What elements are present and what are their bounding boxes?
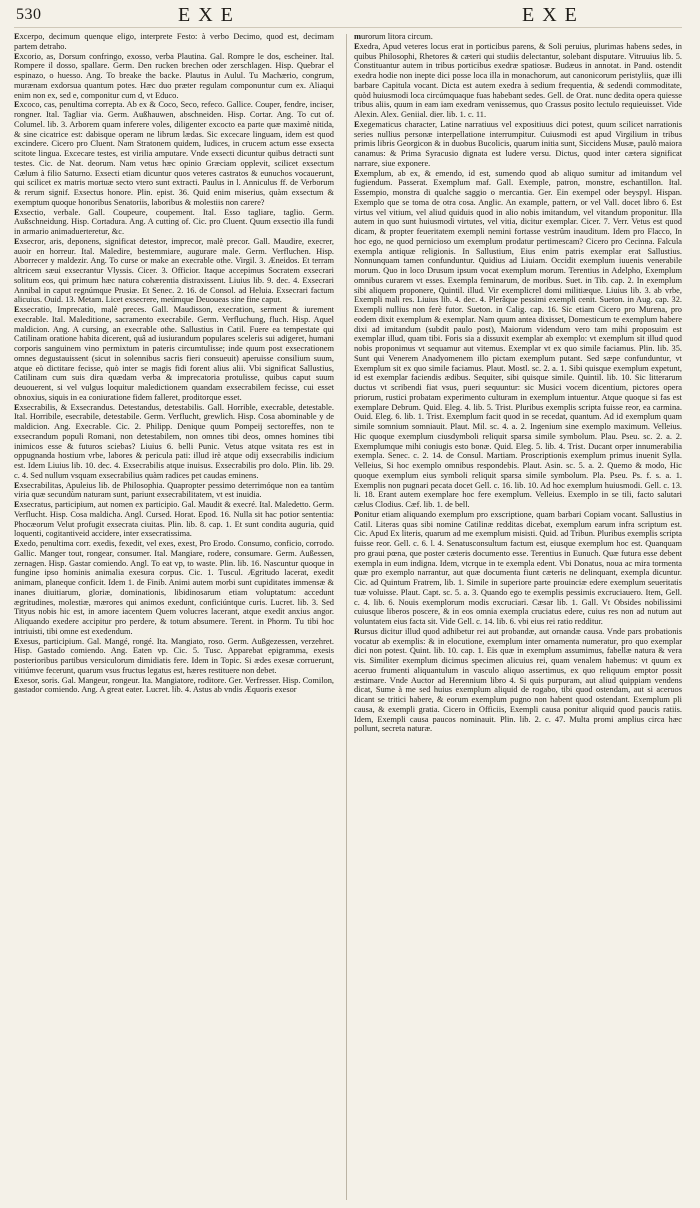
entry-exemplum-copia: Ponitur etiam aliquando exemplum pro exscriptione, quam barbari Copiam vocant. Sallustius in Catil. Literas quas sibi nomine Catilinæ redditas dicebat, exemplum earum infra scriptum est. Cic. Apud Ex literis, quarum ad me exemplum misisti. Quid. ad Tribun. Pluribus exemplis scripta fuisse reor. Gell. c. 6. l. 4. Senatusconsultum factum est, eiusque exemplum hoc est. Quanquam pro graui pœna, que poster cæteris documento esse. Terentius in Eunuch. Quæ futura esse debent exempla in eum indigna. Idem, vtcrque in te exempla edent. Vbi Donatus, noua ac mira tormenta quæ pro exemplo narrantur, aut quæ documenta fiunt cæteris ne delinquant, exempla dicuntur. Cic. ad Quintum Fratrem, lib. 1. Simile in superiore parte prouinciæ edere exemplum seueritatis tuæ voluisse. Plaut. Capt. sc. 5. a. 3. Quando ego te exemplis pessimis excruciauero. Item, Gell. c. 4. lib. 6. Nouis exemplorum modis excruciari. Cæsar lib. 1. Gall. Vt Obsides nobilissimi cuiusque liberos poscere, & in eos omnia exempla cruciatus edere, cuius res non ad nutum aut voluntatem eius facta sit. Vide Gell. c. 14. lib. 6. vbi eius rei ratio redditur. — [354, 509, 682, 626]
entry-excoco: Excoco, cas, penultima correpta. Ab ex & Coco, Seco, refeco. Gallice. Couper, fendre, inciser, rongner. Ital. Tagliar via. Germ. Außhauwen, abschneiden. Hisp. Cortar. Ang. To cut of. Columel. lib. 3. Arborem quam inferere voles, diligenter excocto ea parte quæ maximè nitida, & sine cicatrice est: dabisque operam ne librum lædas. Sic excecare linguam, idem est quod excindere. Cicero pro Cluent. Nam Stratonem quidem, Iudices, in crucem actum esse exsecta scitote lingua. Excecare testes, est virilia amputare. Vnde exsecti dicuntur quibus detracti sunt testes. Cic. de Nat. deorum. Nam vetus hæc opinio Græciam opplevit, scilicet exsectum Cælum à filio Saturno. Exsecti etiam dicuntur quos veteres castratos & eunuchos vocauerunt, qui scilicet ex matris mortuæ secto vtero sunt extracti. Paulus in l. Anniculus ff. de Verborum & rerum signif. Exsectus honore. Plin. epist. 36. Quid enim miserius, quàm exsectum & exemptum quoque honoribus Senatoriis, laboribus & molestiis non carere? — [14, 100, 334, 207]
right-column — [354, 32, 682, 1200]
entry-exsecratus: Exsecratus, participium, aut nomen ex participio. Gal. Maudit & execré. Ital. Maledetto. Germ. Verflucht. Hisp. Cosa maldicha. Angl. Cursed. Horat. Epod. 16. Nulla sit hac potior sententia: Phocæorum Velut profugit exsecrata ciuitas. Plin. lib. 8. cap. 1. Et sunt condita auguria, quid loquenti, cogitantiveid accidere, inter exsecratissima. — [14, 500, 334, 539]
entry-exsecratio: Exsecratio, Imprecatio, malè preces. Gall. Maudisson, execration, serment & iurement execrable. Ital. Maleditione, sacramento execrabile. Germ. Verfluchung, fluch. Hisp. Aquel maldicion. Ang. A cursing, an execrable othe. Sallustius in Catil. Fuere ea tempestate qui Catilinam oratione habita dicerent, quâ ad iusiurandum populares sceleris sui adigeret, humani corporis sanguinem vino permixtum in pateris circumtulisse; inde quum post exsecrationem omnes degustauissent (sicut in solennibus sacris fieri consueuit) aperuisse consilium suum, atque eò dictitare fecisse, quò inter se magis fidi forent alius alii. Vbi significat Sallustius, Catilinam cum suis dira quædam verba & imprecatoria protulisse, quibus caput suum deuouerent, si vel vulgus loquitur maledictionem quandam exsecrabilem fecisse, cui esset obnoxius, siquis in ea coniuratione fidem falleret, proditorque esset. — [14, 305, 334, 402]
entry-exsecrabilis: Exsecrabilis, & Exsecrandus. Detestandus, detestabilis. Gall. Horrible, execrable, detestable. Ital. Horribile, esecrabile, detestabile. Germ. Verflucht, grewlich. Hisp. Cosa abominable y de maldicion. Ang. Execrable. Cic. 2. Philipp. Denique quum Pompeij sectoreffes, non te exsecrandum populi Romani, non detestabilem, non omnes tibi deos, omnes homines tibi inimicos esse & futuros sciebas? Liuius 6. belli Punic. Vetus atque vsitata res est in oppugnanda hostium vrbe, labores & pericula pati: illud irè atque odij exsecrabilis indicium est. Idem Liuius lib. 10. dec. 4. Exsecrabilis atque inuisus. Exsecrabilis pro dolo. Plin. lib. 29. c. 4. Sed nullum vsquam exsecrabilius quàm radices pet caudas eminens. — [14, 402, 334, 480]
entry-exemplum: Exemplum, ab ex, & emendo, id est, sumendo quod ab aliquo sumitur ad imitandum vel fugiendum. Passerat. Exemplum maf. Gall. Exemple, patron, monstre, eschantillon. Ital. Essempio, monstra di qualche saggio o mercantia. Ger. Ein exempel oder beyspyl. Hispan. Exemplo que se toma de otra cosa. Anglic. An example, pattern, or vel Vall. docet libro 6. Est virtus vel vitium, vel aliud quiduis quod in alio nobis imitandum, vel vitandum proponitur. Illa autem in quo sunt huiusmodi virtutes, vel vitia, dicitur exemplar. Cicer. 7. Verr. Vetus est quod dicam, & propter feueritatem exempli nemini fortasse vestrûm inauditum. Idem pro Flacco, In hoc ego, ne quod pernicioso um exemplum prodatur pertimescam? Cicero pro Cecinna. Falcula exempla antiquæ religionis. In Sallustium, Eius enim patris exemplar erat Sallustius. Nonnunquam tamen confunduntur. Quidius ad Liuiam. Occidit exemplum iuuenis venerabile morum. Quo in loco Drusum ipsum vocat exemplum morum. Terentius in Adelpho, Exemplum omnibus curarem vt esses. Exempla feminarum, de moribus. Suet. in Tib. cap. 2. In exemplum sibi aliquem proponere, Quintil. illud. Vir exemplicrel domi militiæque. Liuius lib. 3. ab vrbe, Exempli mali res. Liuius lib. 4. dec. 4. Plerâque pessimi exempli cenit. Sueton. in Aug. cap. 32. Exempli nullius non ferè futor. Sueton. in Calig. cap. 16. Sic etiam Cicero pro Murena, pro eodem dixit exemplum & exemplar. Nam quum antea dixisset, Domesticum te exemplum habere dixi ad imitandum (subdit paulo post), Maiorum videndum vero tam mihi proposuim est exemplar illud, quam tibi. Foris sia a dissuxit exemplar ab exemplo: vt exemplum sit illud quod nobis proponimus vt sequamur aut vitemus. Exemplar vt ex quo simile faciamus. Plin. lib. 35. Sunt qui Venerem Anadyomenem illo pictam exemplum putant. Sed sæpe confunduntur, vt Exemplum sit ex quo simile faciamus. Plaut. Mostl. sc. 2. a. 1. Sibi quisque exemplum expetunt, id est exemplar faciendis ædibus. Sequiter, sibi quisque simile. Quintil. lib. 10. Sic litterarum ductus vt scribendi fiat vsus, pueri sequuntur: sic Musici vocem dicentium, pictores opera priorum, rustici probatam experimento culturam in exemplum intuentur. Atque quoque si fas est exemplare Debrum. Quid. Eleg. 4. lib. 5. Trist. Pluribus exemplis scripta fuisse reor, ea carmina. Ouid. Eleg. 6. lib. 1. Trist. Exemplum facit quod in se recedat, quantum. Ad id exemplum quam simile somnium somniauit. Plaut. Mil. sc. 4. a. 2. Ingenium sine exemplo maximum. Velleius. Hic quoque exemplum ciusdymboli reliquit sparsa simile symbolum. Plau. Pseu. sc. 2. a. 2. Exemplumque mihi coniugis esto bonæ. Quid. Eleg. 5. lib. 4. Trist. Ducant orper innumerabilia exempla. Senec. c. 2. 14. de Consul. Martiam. Proscriptionis exemplum primus inuenit Sylla. Velleius, Si hoc exemplo omnibus respondebis. Plaut. Asin. sc. 5. a. 2. Quemo & modo, Hic quoque exemplum eius symboli reliquit sparsa simile symbolum. Pla. Pseu. Ps. f. s. a. 1. Exemplis non pugnari pecata docet Gell. c. 16. lib. 10. Ad hoc exemplum huiusmodi. Gell. c. 13. li. 18. Erant autem exemplare hoc fere exemplum. Velleius. Exemplo in se tili, facto salutari cælus Clodius. Cæf. lib. 1. de bell. — [354, 168, 682, 509]
entry-exsecror: Exsecror, aris, deponens, significat detestor, imprecor, malè precor. Gall. Maudire, execrer, auoir en horreur. Ital. Maledire, bestemmiare, augurare male. Germ. Verfluchen. Hisp. Aborrecer y maldezir. Ang. To curse or make an execrable othe. Virgil. 3. Æneidos. Et terram altricem sæui exsecrantur Vlyssis. Cicer. 3. Officior. Itaque accepimus Socratem exsecrari solitum eos, qui primum hæc natura cohærentia distraxissent. Liuius lib. 9. dec. 4. Exsecrari Annibal in caput regnúmque Prusiæ. Et Senec. 2. 16. de Consol. ad Heluia. Exsecrari factum alicuius. Ouid. 13. Metam. Licet exsecrere, meúmque Deuoueas sine fine caput. — [14, 236, 334, 305]
entry-exesus: Exesus, participium. Gal. Mangé, rongé. Ita. Mangiato, roso. Germ. Außgezessen, verzehret. Hisp. Gastado comiendo. Ang. Eaten vp. Cic. 5. Tusc. Apparebat epigramma, exesis posterioribus partibus versiculorum dimidiatis fere. Idem in Topic. Si ædes exesæ corruerunt, vitiúmve fecerunt, quarum vsus fructus legatus est, hæres restituere non debet. — [14, 636, 334, 675]
left-column — [14, 32, 334, 1200]
entry-exedo: Exedo, penultima corr. exedis, fexedit, vel exes, exest, Pro Erodo. Consumo, conficio, corrodo. Gallic. Manger tout, rongear, consumer. Ital. Mangiare, rodere, consumare. Germ. Außessen, zernagen. Hisp. Gastar comiendo. Angl. To eat vp, to waste. Plin. lib. 16. Nascuntur quoque in fungine ipso hominis animalia exesura corpus. Cic. 1. Tuscul. Ægritudo lacerat, exedit animam, planeque conficit. Idem 1. de Finib. Animi autem morbi sunt cupiditates immensæ & inanes diuitiarum, gloriæ, dominationis, libidinosarum etiam voluptatum: accedunt ægritudines, molestiæ, mærores qui animos exedunt, conficiúntque curis. Lucret. lib. 3. Sed Tityus nobis hic est, in amore iacentem Quem volucres lacerant, atque exedit anxius angor. Aliquando exedere accipitur pro perdere, & totum absumere. Terent. in Phorm. Tu tibi hoc intriuisti, tibi omne est exedendum. — [14, 539, 334, 636]
page-number: 530 — [16, 6, 42, 23]
entry-exsectio: Exsectio, verbale. Gall. Coupeure, coupement. Ital. Esso tagliare, taglio. Germ. Außschneidung. Hisp. Cortadura. Ang. A cutting of. Cic. pro Cluent. Quum exsectio illa fundi in armario animaduerteretur, &c. — [14, 207, 334, 236]
entry-exsecrabilitas: Exsecrabilitas, Apuleius lib. de Philosophia. Quapropter pessimo deterrimóque non ea tantùm viria quæ secundùm naturam sunt, pariunt exsecrabilitatem, vt est inuidia. — [14, 480, 334, 500]
running-head-left: EXE — [178, 4, 241, 26]
entry-exegematicus: Exegematicus character, Latine narratiuus vel expositiuus dici potest, quum scilicet narrationis series nullius personæ interpellatione interrumpitur. Cuiusmodi est apud Virgilium in tribus primis libris Georgicon & in duobus Bucolicis, quarum initia sunt, Siccidens Musæ, paulò maiora canamus: & Prima Syracusio dignata est ludere versu. Dictus, quod inter cætera significat narrare, siue exponere. — [354, 119, 682, 168]
entry-excerpo: Excerpo, decimum quenque eligo, interprete Festo: à verbo Decimo, quod est, decimam partem detraho. — [14, 32, 334, 51]
entry-exesor: Exesor, soris. Gal. Mangeur, rongeur. Ita. Mangiatore, roditore. Ger. Verfresser. Hisp. Comilon, gastador comiendo. Ang. A great eater. Lucret. lib. 4. Astus ab vndis Æquoris exesor — [14, 675, 334, 695]
header-rule — [14, 27, 682, 28]
running-head-right: EXE — [522, 4, 585, 26]
entry-exemplum-probatio: Rursus dicitur illud quod adhibetur rei aut probandæ, aut ornandæ causa. Vnde pars probationis vocatur ab exemplis: & in elocutione, exemplum inter ornamenta numeratur, pro quo exemplar dici non potest. Quint. lib. 10. cap. 1. Eis quæ in exemplum assumimus, fabellæ natura & vera vis. Similiter exemplum dicimus specimen alicuius rei, quam venalem habemus: vt quum ex aceruo frumenti aliquantulum in vasculo aliquo assertimus, ex quo reliquum emptor possit æstimare. Vnde Auctor ad Herennium libro 4. Si quis purpuram, aut aliud quippiam vendens dicat, Sume à me sed huius exemplum aliquid de rogabo, tibi quod ostendam, aut si aceruos dicant se tritici habere, & eorum exemplum pugno non habent quod ostendant. Exemplum pli causa, & exempli gratia. Cicero in Officiis, Exempli causa ponitur aliquid quod paucis ratiis. Idem, Exempli causa paucos nominauit. Plin. lib. 2. c. 47. Multa promi amplius circa hæc pollunt, secreta naturæ. — [354, 626, 682, 734]
entry-exedra: Exedra, Apud veteres locus erat in porticibus parens, & Soli peruius, plurimas habens sedes, in quibus Philosophi, Rhetores & cæteri qui studiis delectantur, solebant disputare. Vitruuius lib. 5. Constituantur autem in tribus porticibus exedræ spatiosæ. Budæus in annotat. in Pand. ostendit exedra hodie non inepte dici posse loca illa in monachorum, aut canonicorum peristyliis, quæ illi barbare Capitula vocant. Dicta est autem exedra à sedium frequentia, & sedendi commoditate, quòd huiusmodi loca circúmquaque fuas habebant sedes. Gell. de Orat. nunc dedita opera quiesse tribus aliis, quum in eam iam exedram venissemus, quo Crassus posito lectulo requieuisset. Vide Alexin. Alex. Geniial. dier. lib. 1. c. 11. — [354, 41, 682, 119]
entry-continuation: murorum litora circum. — [354, 32, 433, 41]
entry-excorio: Excorio, as, Dorsum confringo, exosso, verba Plautina. Gal. Rompre le dos, escheiner. Ital. Rompere il dosso, spallare. Germ. Den rucken brechen oder zerschlagen. Hisp. Quebrar el espinazo, o huesso. Ang. To breake the backe. Plautus in Aulul. Tu Machærio, congrum, murænam exdorsua quantum potes. Hæc duo præter regulam componuntur cum ex. Aliaqui enim non ex, sed e, componitur cum d, vt Educo. — [14, 51, 334, 100]
column-divider — [346, 34, 347, 1200]
